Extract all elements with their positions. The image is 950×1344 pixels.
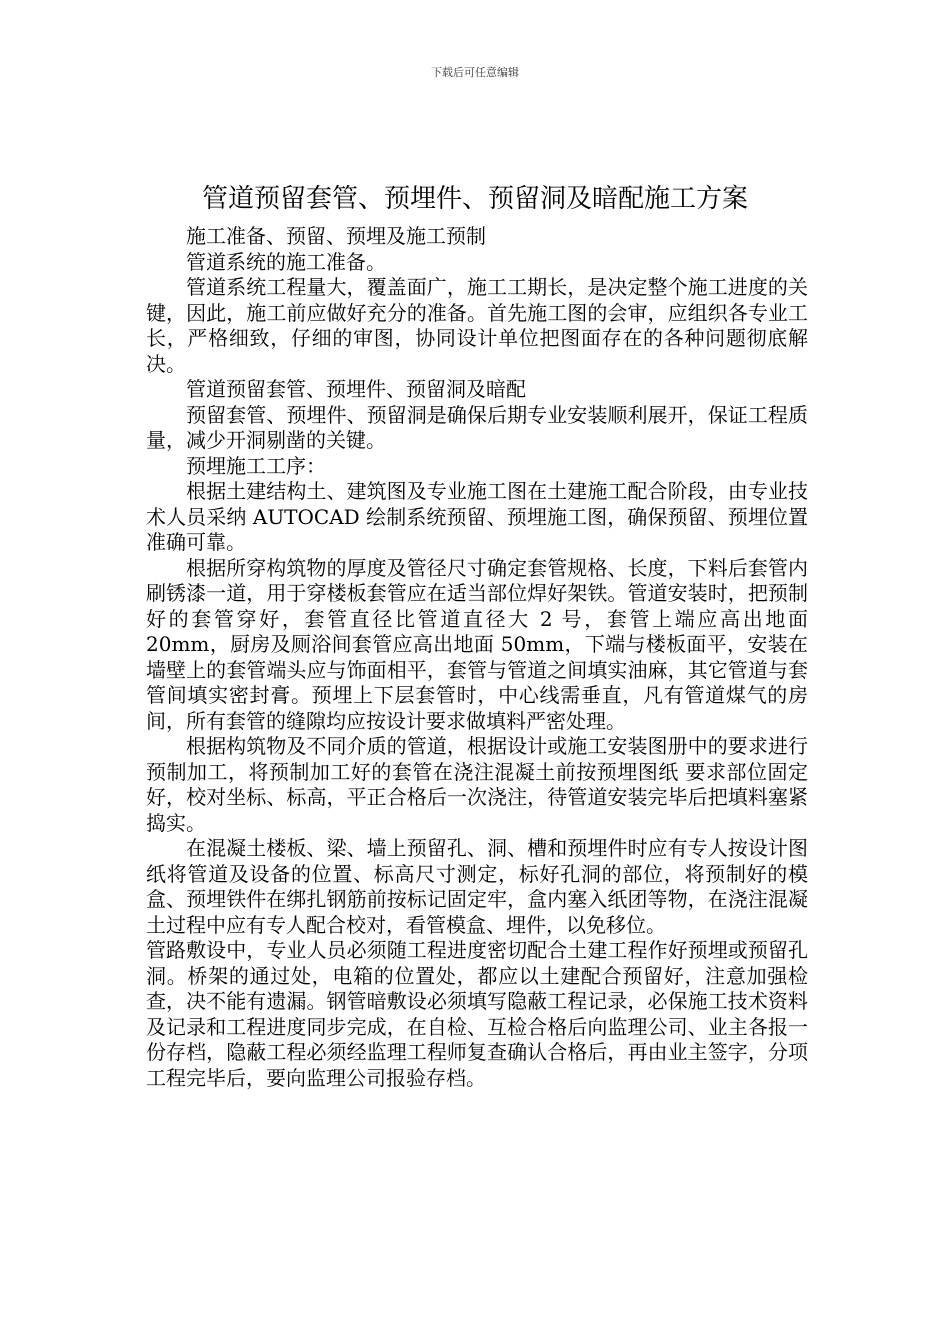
paragraph-conduit-laying: 管路敷设中，专业人员必须随工程进度密切配合土建工程作好预埋或预留孔洞。桥架的通过处，电箱的位置处，都应以土建配合预留好，注意加强检查，决不能有遗漏。钢管暗敷设必须填写隐蔽工程记录，必保施工技术资料及记录和工程进度同步完成，在自检、互检合格后向监理公司、业主各报一份存档，隐蔽工程必须经监理工程师复查确认合格后，再由业主签字，分项工程完毕后，要向监理公司报验存档。 — [146, 938, 808, 1090]
paragraph-procedure-drawing: 根据土建结构土、建筑图及专业施工图在土建施工配合阶段，由专业技术人员采纳 AUTOCAD 绘制系统预留、预埋施工图，确保预留、预埋位置准确可靠。 — [146, 479, 808, 554]
paragraph-preparation: 管道系统工程量大，覆盖面广，施工工期长，是决定整个施工进度的关键，因此，施工前应做好充分的准备。首先施工图的会审，应组织各专业工长，严格细致，仔细的审图，协同设计单位把图面存在的各种问题彻底解决。 — [146, 275, 808, 376]
subsection-heading-embedded: 管道预留套管、预埋件、预留洞及暗配 — [186, 377, 526, 401]
subsection-heading-procedure: 预埋施工工序： — [186, 453, 326, 478]
document-title: 管道预留套管、预埋件、预留洞及暗配施工方案 — [202, 184, 749, 214]
document-body — [146, 224, 808, 1091]
paragraph-procedure-sleeve: 根据所穿构筑物的厚度及管径尺寸确定套管规格、长度，下料后套管内刷锈漆一道，用于穿楼板套管应在适当部位焊好架铁。管道安装时，把预制好的套管穿好，套管直径比管道直径大 2 号，套管上端应高出地面 20mm，厨房及厕浴间套管应高出地面 50mm，下端与楼板面平，安装在墙壁上的套管端头应与饰面相平，套管与管道之间填实油麻，其它管道与套管间填实密封膏。预埋上下层套管时，中心线需垂直，凡有管道煤气的房间，所有套管的缝隙均应按设计要求做填料严密处理。 — [146, 555, 808, 733]
page-header-note: 下载后可任意编辑 — [431, 66, 519, 79]
section-heading-preparation: 施工准备、预留、预埋及施工预制 — [186, 224, 486, 248]
paragraph-procedure-concrete: 在混凝土楼板、梁、墙上预留孔、洞、槽和预埋件时应有专人按设计图纸将管道及设备的位置、标高尺寸测定，标好孔洞的部位，将预制好的模盒、预埋铁件在绑扎钢筋前按标记固定牢，盒内塞入纸团等物，在浇注混凝土过程中应有专人配合校对，看管模盒、埋件，以免移位。 — [146, 836, 808, 937]
subsection-heading-pipe-system: 管道系统的施工准备。 — [186, 249, 386, 274]
paragraph-procedure-prefab: 根据构筑物及不同介质的管道，根据设计或施工安装图册中的要求进行预制加工，将预制加工好的套管在浇注混凝土前按预埋图纸 要求部位固定好，校对坐标、标高，平正合格后一次浇注，待管道安装完毕后把填料塞紧捣实。 — [146, 734, 808, 835]
paragraph-embedded-purpose: 预留套管、预埋件、预留洞是确保后期专业安装顺利展开，保证工程质量，减少开洞剔凿的关键。 — [146, 402, 808, 452]
